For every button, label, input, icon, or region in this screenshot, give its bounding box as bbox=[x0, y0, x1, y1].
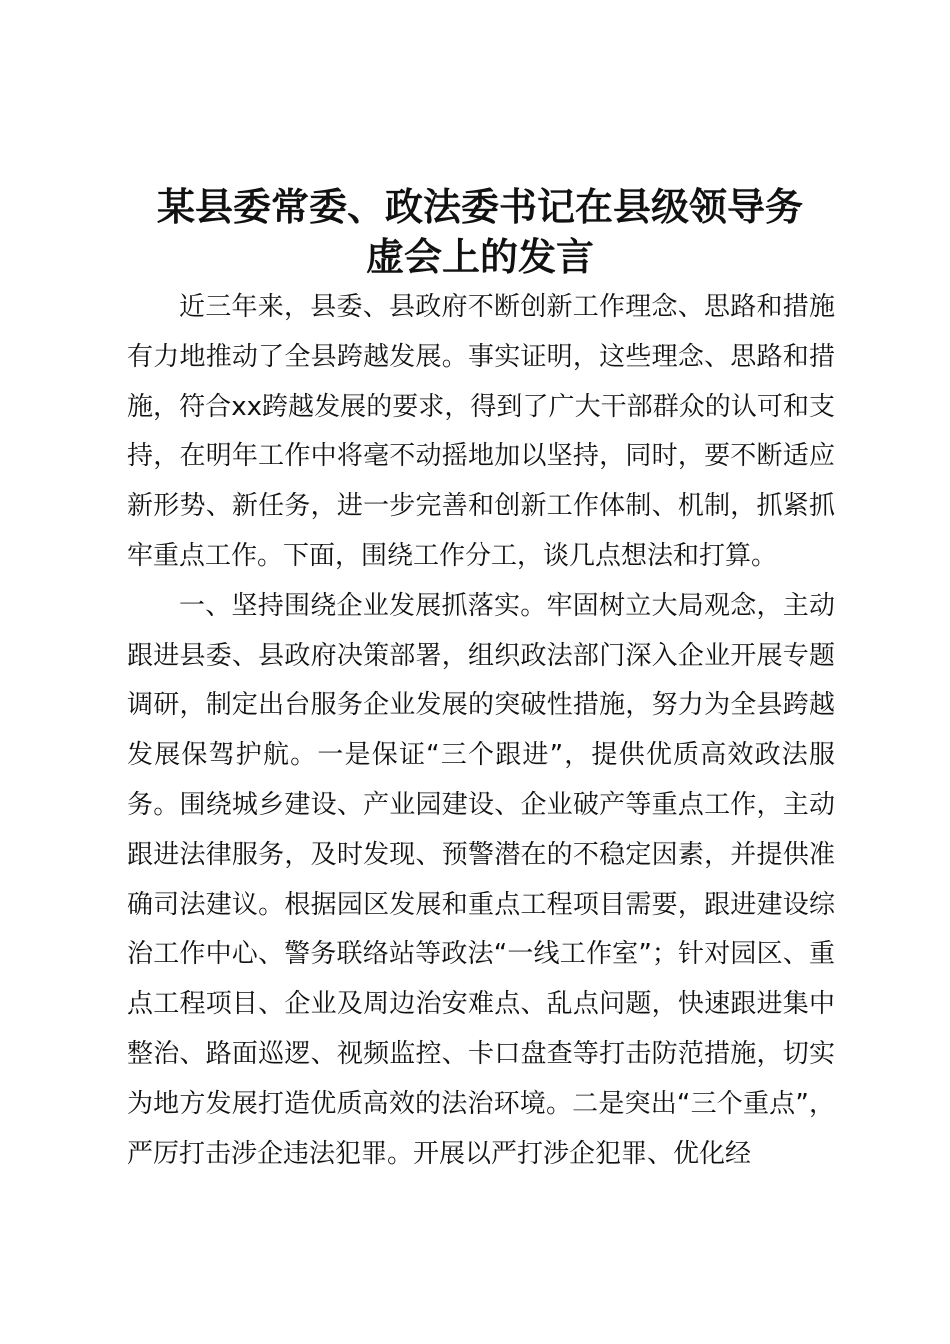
paragraph-intro: 近三年来，县委、县政府不断创新工作理念、思路和措施有力地推动了全县跨越发展。事实证明，这些理念、思路和措施，符合xx跨越发展的要求，得到了广大干部群众的认可和支持，在明年工作中将毫不动摇地加以坚持，同时，要不断适应新形势、新任务，进一步完善和创新工作体制、机制，抓紧抓牢重点工作。下面，围绕工作分工，谈几点想法和打算。 bbox=[127, 292, 835, 571]
paragraph-section-1: 一、坚持围绕企业发展抓落实。牢固树立大局观念，主动跟进县委、县政府决策部署，组织政法部门深入企业开展专题调研，制定出台服务企业发展的突破性措施，努力为全县跨越发展保驾护航。一是保证“三个跟进”，提供优质高效政法服务。围绕城乡建设、产业园建设、企业破产等重点工作，主动跟进法律服务，及时发现、预警潜在的不稳定因素，并提供准确司法建议。根据园区发展和重点工程项目需要，跟进建设综治工作中心、警务联络站等政法“一线工作室”；针对园区、重点工程项目、企业及周边治安难点、乱点问题，快速跟进集中整治、路面巡逻、视频监控、卡口盘查等打击防范措施，切实为地方发展打造优质高效的法治环境。二是突出“三个重点”，严厉打击涉企违法犯罪。开展以严打涉企犯罪、优化经 bbox=[127, 590, 835, 1169]
title-line-1: 某县委常委、政法委书记在县级领导务 bbox=[156, 184, 803, 229]
document-title bbox=[100, 182, 860, 282]
document-body bbox=[127, 283, 835, 1179]
title-line-2: 虚会上的发言 bbox=[365, 234, 594, 279]
